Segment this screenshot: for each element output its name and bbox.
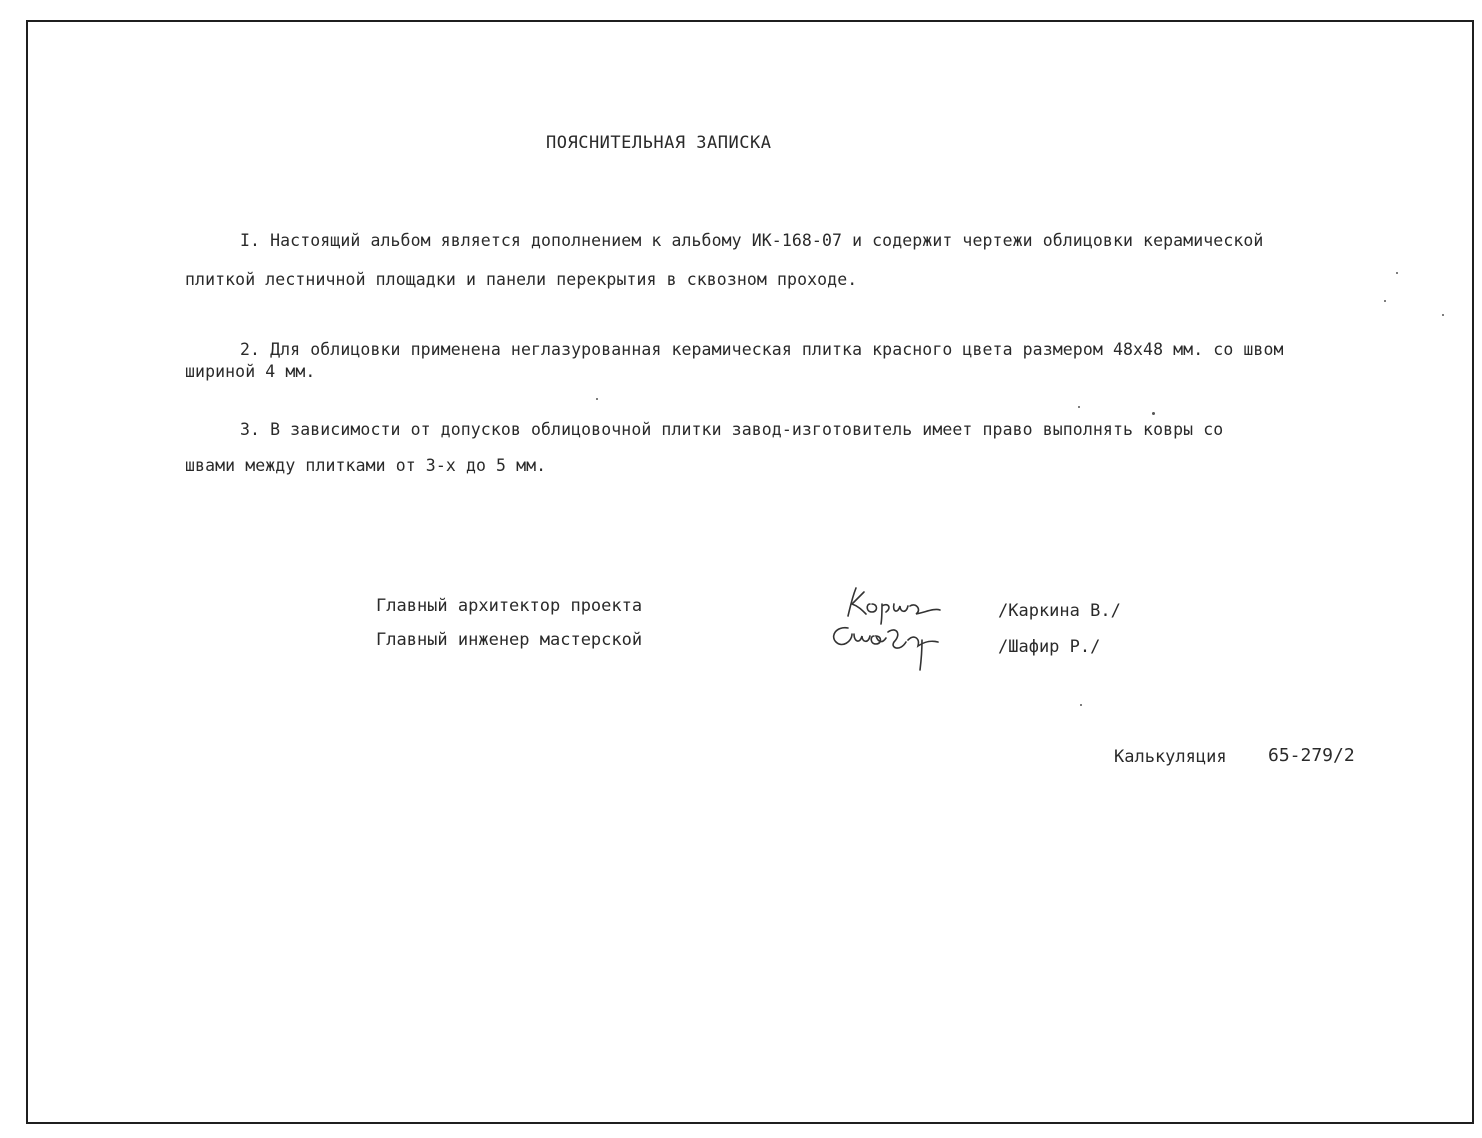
signatory-1-name: /Каркина В./ [998,601,1121,621]
handwritten-signatures [826,582,966,672]
paragraph-3-line-1: 3. В зависимости от допусков облицовочной плитки завод-изготовитель имеет право выполнять ковры со [240,420,1224,439]
calculation-code: 65-279/2 [1268,745,1355,766]
scan-speck [1396,272,1398,274]
scan-speck [1080,704,1082,706]
paragraph-1-line-2: плиткой лестничной площадки и панели перекрытия в сквозном проходе. [185,270,858,289]
scan-speck [1384,300,1386,302]
document-title: ПОЯСНИТЕЛЬНАЯ ЗАПИСКА [546,133,772,153]
signatory-2-name: /Шафир Р./ [998,637,1101,657]
signatory-1-role: Главный архитектор проекта [376,596,643,616]
calculation-label: Калькуляция [1114,747,1227,767]
scan-speck [1442,314,1444,316]
signatory-2-role: Главный инженер мастерской [376,630,643,650]
sheet-border [26,20,1474,1124]
scan-speck [1152,412,1155,415]
paragraph-2-line-1: 2. Для облицовки применена неглазурованная керамическая плитка красного цвета размером 48х48 мм. со швом [240,340,1284,359]
paragraph-2-line-2: шириной 4 мм. [185,362,316,381]
paragraph-3-line-2: швами между плитками от 3-х до 5 мм. [185,456,547,475]
scan-speck [596,398,598,400]
paragraph-1-line-1: I. Настоящий альбом является дополнением к альбому ИК-168-07 и содержит чертежи облицовки керамической [240,231,1264,250]
scan-speck [1078,406,1080,408]
